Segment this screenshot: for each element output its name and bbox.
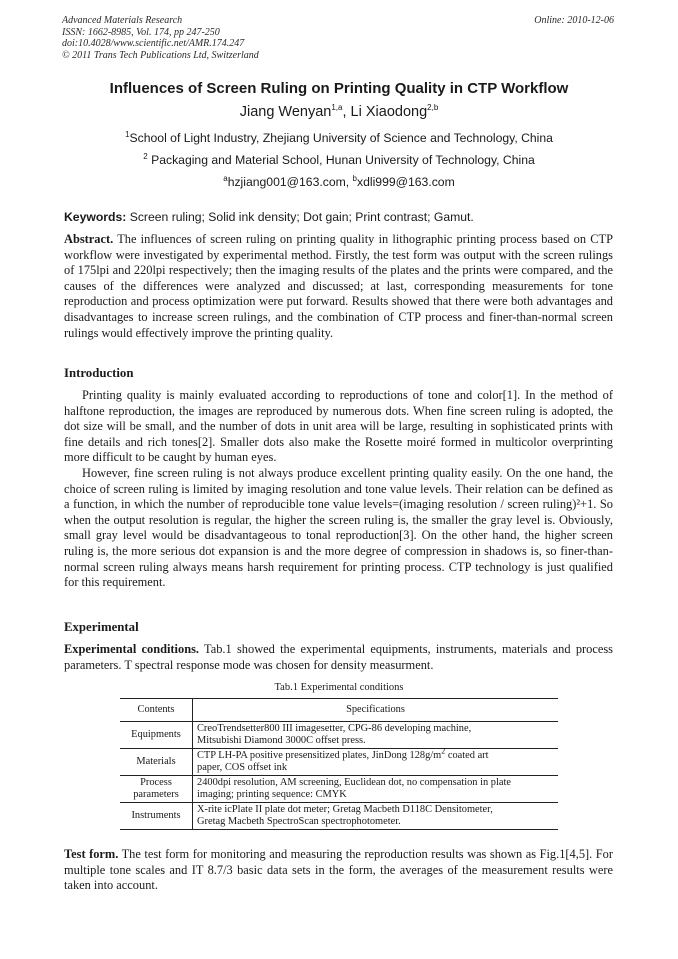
spec-line: imaging; printing sequence: CMYK (197, 789, 347, 800)
email-address[interactable]: hzjiang001@163.com, (227, 175, 353, 189)
table-header-contents: Contents (120, 699, 193, 722)
table-row-label: Instruments (120, 803, 193, 830)
abstract-text: The influences of screen ruling on printing quality in lithographic printing process based on CTP workflow were investigated by experimental method. Firstly, the test form was output with the screen rulings of 175lpi and 220lpi respectively; then the imaging results of the plates and the prints were compared, and the causes of the differences were analyzed and discussed; at last, corresponding measurements for tone reproduction and process optimization were put forward. Results showed that there were both advantages and disadvantages to increase screen rulings, and the combination of CTP process and finer-than-normal screen rulings would effectively improve the printing quality. (64, 232, 613, 340)
table-row-specs (193, 803, 559, 830)
table-row-specs (193, 776, 559, 803)
table-header-specifications: Specifications (193, 699, 559, 722)
conditions-label: Experimental conditions. (64, 642, 200, 656)
table-row (120, 722, 558, 749)
table-row-label: Materials (120, 749, 193, 776)
affiliation-sup: 1 (125, 129, 130, 139)
table-row-specs (193, 722, 559, 749)
intro-paragraph-2: However, fine screen ruling is not always produce excellent printing quality easily. On the one hand, the choice of screen ruling is limited by imaging resolution and tone value levels. Their relation can be defined as a function, in which the number of reproducible tone value levels=(imaging resolution / screen ruling)²+1. So when the output resolution is regular, the higher the screen ruling is, the smaller the gray level is. Obviously, small gray level would be disadvantageous to tonal reproduction[3]. On the other hand, the higher screen ruling is, the more serious dot expansion is and the more degree of compression in shadows is, so finer-than-normal screen ruling always means harsh requirement for printing process. CTP technology is just qualified for this requirement. (64, 466, 613, 590)
email-address[interactable]: xdli999@163.com (357, 175, 455, 189)
journal-doi: doi:10.4028/www.scientific.net/AMR.174.247 (62, 38, 245, 49)
keywords-label: Keywords: (64, 210, 127, 224)
author-sup: 1,a (331, 103, 343, 113)
testform-label: Test form. (64, 847, 119, 861)
author-sup: 2,b (427, 103, 439, 113)
email-sup: a (223, 173, 228, 183)
testform-text: The test form for monitoring and measuring the reproduction results was shown as Fig.1[4,5]. For multiple tone scales and IT 8.7/3 basic data sets in the form, the averages of the measurement results were taken into account. (64, 847, 613, 893)
section-heading-introduction: Introduction (64, 366, 134, 380)
table-row-label: Equipments (120, 722, 193, 749)
keywords-text: Screen ruling; Solid ink density; Dot gain; Print contrast; Gamut. (126, 210, 474, 224)
keywords (64, 210, 474, 224)
spec-line: 2400dpi resolution, AM screening, Euclidean dot, no compensation in plate (197, 777, 511, 788)
spec-sup: 2 (441, 746, 446, 756)
table-row (120, 749, 558, 776)
author-name: Jiang Wenyan (239, 104, 332, 120)
spec-fragment: CTP LH-PA positive presensitized plates, JinDong 128g/m (197, 750, 442, 761)
journal-header (62, 15, 259, 61)
journal-issn: ISSN: 1662-8985, Vol. 174, pp 247-250 (62, 26, 220, 38)
journal-name: Advanced Materials Research (62, 15, 183, 26)
email-sup: b (352, 173, 357, 183)
spec-line: paper, COS offset ink (197, 762, 288, 773)
experimental-conditions (64, 642, 613, 673)
table-row (120, 776, 558, 803)
spec-fragment: coated art (445, 750, 489, 761)
affiliation-2 (0, 153, 678, 167)
spec-line (197, 746, 554, 762)
spec-line: X-rite icPlate II plate dot meter; Gretag Macbeth D118C Densitometer, (197, 804, 493, 815)
author-name: Li Xiaodong (350, 104, 428, 120)
affiliation-1 (0, 131, 678, 145)
spec-line: Mitsubishi Diamond 3000C offset press. (197, 735, 366, 746)
section-heading-experimental: Experimental (64, 620, 139, 634)
table-caption: Tab.1 Experimental conditions (274, 682, 404, 693)
abstract-label: Abstract. (64, 232, 114, 246)
table-row-label (120, 776, 193, 803)
conditions-text: Tab.1 showed the experimental equipments, instruments, materials and process parameters. T spectral response mode was chosen for density measurment. (64, 642, 613, 672)
email-line (0, 175, 678, 189)
journal-copyright: © 2011 Trans Tech Publications Ltd, Switzerland (62, 49, 259, 61)
affiliation-sup: 2 (143, 151, 148, 161)
author-line (0, 104, 678, 120)
label-line: Process (140, 777, 172, 788)
table-row (120, 803, 558, 830)
conditions-table (120, 698, 558, 830)
test-form-paragraph (64, 847, 613, 894)
paper-title: Influences of Screen Ruling on Printing Quality in CTP Workflow (109, 80, 569, 97)
affiliation-text: Packaging and Material School, Hunan University of Technology, China (147, 153, 535, 167)
spec-line: Gretag Macbeth SpectroScan spectrophotometer. (197, 816, 401, 827)
online-date: Online: 2010-12-06 (534, 15, 614, 26)
intro-paragraph-1: Printing quality is mainly evaluated according to reproductions of tone and color[1]. In the method of halftone reproduction, the images are reproduced by numerous dots. When fine screen ruling is adopted, the dot size will be small, and the number of dots in unit area will be large, resulting in sophisticated prints with fine details and rich tones[2]. Smaller dots also make the Rosette moiré formed in multicolor overprinting more difficult to be caught by human eyes. (64, 388, 613, 465)
table-header-row (120, 699, 558, 722)
spec-line: CreoTrendsetter800 III imagesetter, CPG-86 developing machine, (197, 723, 472, 734)
table-row-specs (193, 746, 559, 776)
affiliation-text: School of Light Industry, Zhejiang University of Science and Technology, China (129, 131, 553, 145)
author-separator: , (342, 104, 351, 120)
label-line: parameters (133, 789, 179, 800)
abstract (64, 232, 613, 341)
